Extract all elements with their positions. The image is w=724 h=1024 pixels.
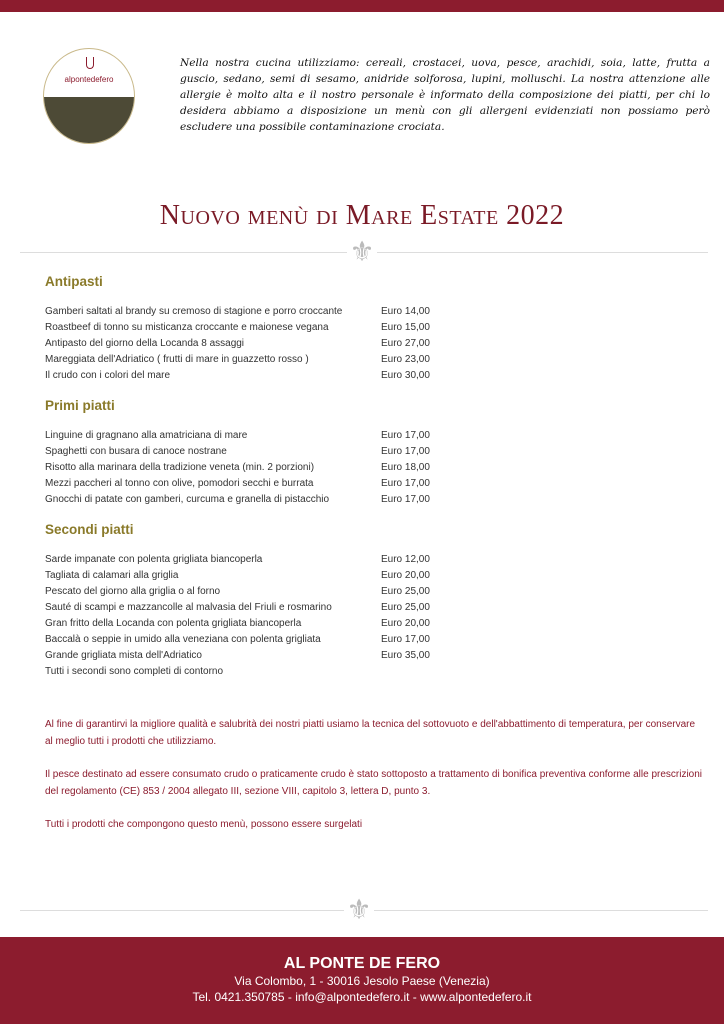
item-price: Euro 12,00 (381, 554, 430, 565)
footer-name: AL PONTE DE FERO (283, 955, 441, 972)
menu-item (45, 552, 465, 568)
item-name: Mareggiata dell'Adriatico ( frutti di mare in guazzetto rosso ) (45, 354, 309, 365)
menu-item (45, 428, 465, 444)
notes (45, 716, 705, 849)
menu-item (45, 584, 465, 600)
menu-item (45, 664, 465, 680)
item-name: Antipasto del giorno della Locanda 8 assaggi (45, 338, 245, 349)
item-name: Spaghetti con busara di canoce nostrane (45, 446, 227, 457)
page-title: Nuovo menù di Mare Estate 2022 (159, 200, 565, 231)
item-name: Gnocchi di patate con gamberi, curcuma e granella di pistacchio (45, 494, 330, 505)
item-price: Euro 18,00 (381, 462, 430, 473)
item-price: Euro 27,00 (381, 338, 430, 349)
wine-glass-icon (86, 57, 94, 69)
logo-ground (44, 97, 134, 144)
menu-item (45, 616, 465, 632)
item-name: Mezzi paccheri al tonno con olive, pomodori secchi e burrata (45, 478, 314, 489)
menu-item (45, 600, 465, 616)
restaurant-logo (43, 48, 135, 144)
menu-item (45, 460, 465, 476)
section-heading: Secondi piatti (45, 522, 134, 537)
item-price: Euro 14,00 (381, 306, 430, 317)
item-price: Euro 17,00 (381, 494, 430, 505)
item-name: Tutti i secondi sono completi di contorno (45, 666, 224, 677)
menu-item (45, 492, 465, 508)
item-price: Euro 20,00 (381, 618, 430, 629)
item-name: Baccalà o seppie in umido alla veneziana con polenta grigliata (45, 634, 321, 645)
item-name: Sarde impanate con polenta grigliata biancoperla (45, 554, 263, 565)
menu-item (45, 632, 465, 648)
menu-item (45, 568, 465, 584)
item-name: Roastbeef di tonno su misticanza croccante e maionese vegana (45, 322, 329, 333)
menu-item (45, 444, 465, 460)
menu-item (45, 476, 465, 492)
item-name: Tagliata di calamari alla griglia (45, 570, 179, 581)
item-price: Euro 17,00 (381, 478, 430, 489)
note-frozen: Tutti i prodotti che compongono questo menù, possono essere surgelati (45, 819, 363, 830)
footer-contact: Tel. 0421.350785 - info@alpontedefero.it - www.alpontedefero.it (192, 990, 532, 1004)
item-price: Euro 25,00 (381, 586, 430, 597)
item-price: Euro 23,00 (381, 354, 430, 365)
item-price: Euro 17,00 (381, 446, 430, 457)
item-name: Gran fritto della Locanda con polenta grigliata biancoperla (45, 618, 302, 629)
item-name: Risotto alla marinara della tradizione veneta (min. 2 porzioni) (45, 462, 315, 473)
footer (0, 937, 724, 1024)
item-name: Grande grigliata mista dell'Adriatico (45, 650, 202, 661)
note-vacuum: Al fine di garantirvi la migliore qualità e salubrità dei nostri piatti usiamo la tecnica del sottovuoto e dell'abbattimento di temperatura, per conservare al meglio tutti i prodotti che utilizziamo. (45, 719, 696, 747)
item-name: Gamberi saltati al brandy su cremoso di stagione e porro croccante (45, 306, 343, 317)
item-name: Sauté di scampi e mazzancolle al malvasia del Friuli e rosmarino (45, 602, 332, 613)
item-price: Euro 25,00 (381, 602, 430, 613)
footer-address: Via Colombo, 1 - 30016 Jesolo Paese (Venezia) (234, 974, 490, 988)
section-heading: Primi piatti (45, 398, 115, 413)
fleur-de-lis-icon: ⚜ (344, 895, 374, 925)
item-name: Linguine di gragnano alla amatriciana di mare (45, 430, 248, 441)
section-items (45, 552, 465, 680)
top-bar (0, 0, 724, 12)
item-price: Euro 15,00 (381, 322, 430, 333)
menu (45, 272, 465, 692)
item-name: Il crudo con i colori del mare (45, 370, 171, 381)
item-price: Euro 35,00 (381, 650, 430, 661)
allergy-note: Nella nostra cucina utilizziamo: cereali, crostacei, uova, pesce, arachidi, soia, latte, frutta a guscio, sedano, semi di sesamo, anidride solforosa, lupini, molluschi. La nostra attenzione alle allergie è molto alta e il nostro personale è informato della composizione dei piatti, per chi lo desidera abbiamo a disposizione un menù con gli allergeni evidenziati non possiamo però escludere una possibile contaminazione crociata. (180, 57, 710, 133)
section-items (45, 428, 465, 508)
section-items (45, 304, 465, 384)
note-raw-fish: Il pesce destinato ad essere consumato crudo o praticamente crudo è stato sottoposto a trattamento di bonifica preventiva conforme alle prescrizioni del regolamento (CE) 853 / 2004 allegato III, sezione VIII, capitolo 3, lettera D, punto 3. (45, 769, 703, 797)
menu-item (45, 336, 465, 352)
logo-text: alpontedefero (64, 75, 114, 84)
menu-item (45, 648, 465, 664)
menu-item (45, 368, 465, 384)
fleur-de-lis-icon: ⚜ (347, 237, 377, 267)
menu-item (45, 304, 465, 320)
section-heading: Antipasti (45, 274, 103, 289)
item-price: Euro 17,00 (381, 634, 430, 645)
menu-item (45, 320, 465, 336)
item-price: Euro 20,00 (381, 570, 430, 581)
item-name: Pescato del giorno alla griglia o al forno (45, 586, 221, 597)
menu-item (45, 352, 465, 368)
item-price: Euro 30,00 (381, 370, 430, 381)
item-price: Euro 17,00 (381, 430, 430, 441)
